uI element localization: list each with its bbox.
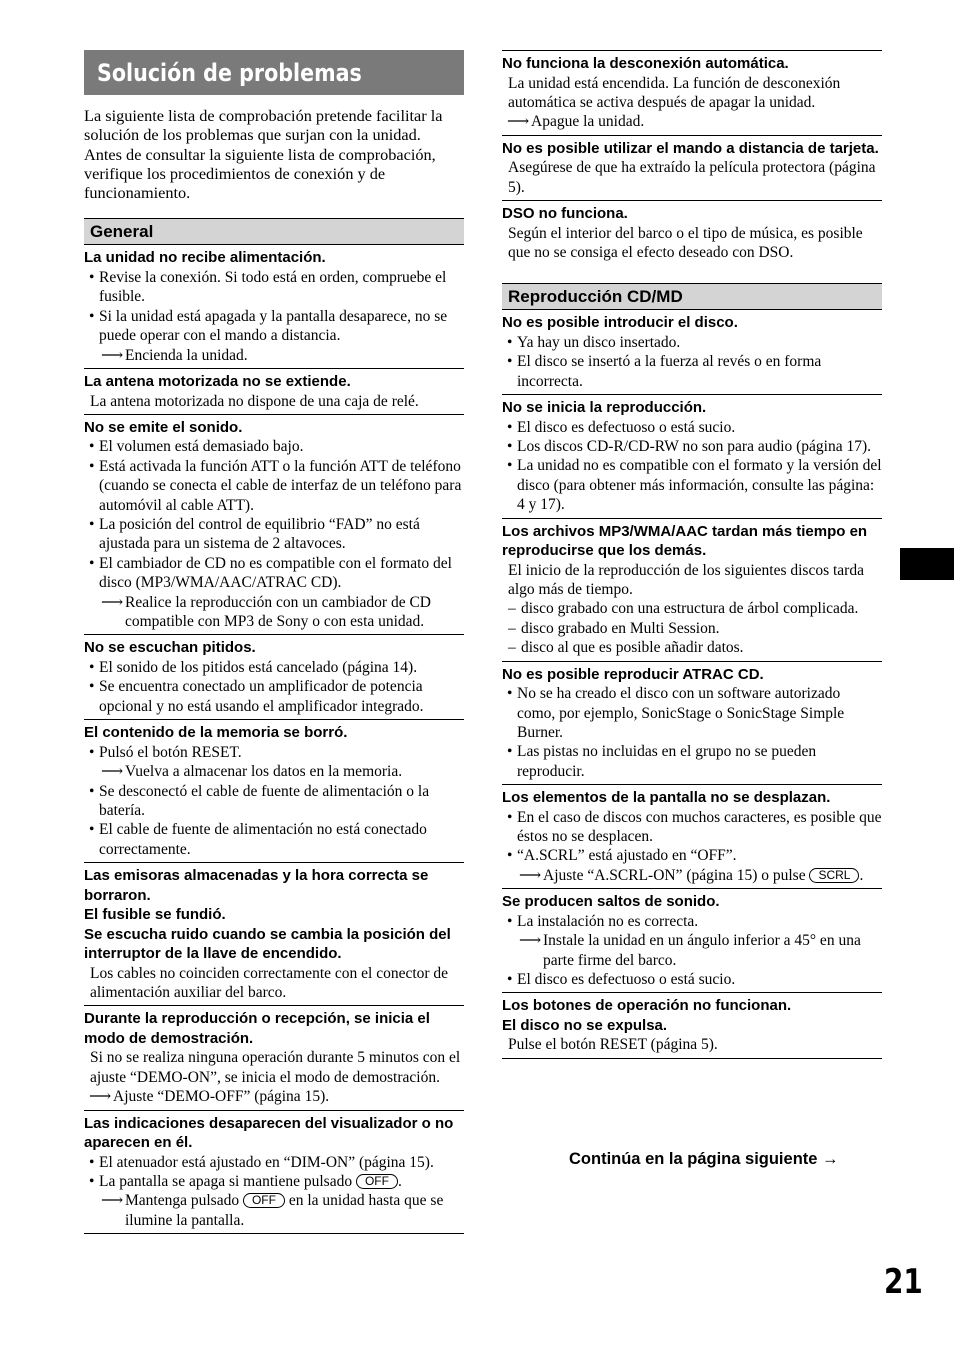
trouble-item	[502, 785, 882, 889]
bullet: • El sonido de los pitidos está cancelado (página 14).	[84, 658, 464, 677]
bullet: • Está activada la función ATT o la función ATT de teléfono (cuando se conecta el cable de interfaz de un teléfono para automóvil al cable ATT).	[84, 457, 464, 515]
trouble-item	[84, 1111, 464, 1235]
item-title: El contenido de la memoria se borró.	[84, 724, 348, 742]
dash-text: disco grabado en Multi Session.	[521, 619, 720, 637]
trouble-item	[502, 310, 882, 395]
bullet: • Si la unidad está apagada y la pantalla desaparece, no se puede operar con el mando a distancia.	[84, 307, 464, 346]
remedy	[84, 1191, 464, 1230]
bullet-text: La pantalla se apaga si mantiene pulsado	[99, 1173, 353, 1191]
item-text: El inicio de la reproducción de los siguientes discos tarda algo más de tiempo.	[508, 561, 864, 598]
arrow-right-icon: ⟶	[519, 866, 542, 884]
trouble-item	[84, 863, 464, 1006]
intro	[84, 106, 464, 202]
arrow-right-icon: ⟶	[101, 1192, 124, 1210]
item-title: No es posible introducir el disco.	[502, 314, 738, 332]
bullet: • Pulsó el botón RESET.	[84, 743, 464, 762]
dash-item: – disco grabado con una estructura de árbol complicada.	[508, 600, 859, 618]
bullet: • Se desconectó el cable de fuente de alimentación o la batería.	[84, 782, 464, 821]
item-text: Pulse el botón RESET (página 5).	[508, 1036, 718, 1054]
trouble-item	[84, 415, 464, 636]
intro-paragraph-2: Antes de consultar la siguiente lista de comprobación, verifique los procedimientos de conexión y de funcionamiento.	[84, 144, 436, 203]
bullet: • El disco se insertó a la fuerza al revés o en forma incorrecta.	[502, 352, 882, 391]
left-column	[84, 50, 464, 1234]
arrow-right-icon: ⟶	[507, 113, 530, 131]
remedy	[84, 346, 464, 365]
item-text: La antena motorizada no dispone de una caja de relé.	[90, 392, 419, 410]
section-thumb-tab	[900, 548, 954, 580]
item-title: El fusible se fundió.	[84, 906, 226, 924]
trouble-item	[502, 519, 882, 662]
bullet: • Los discos CD-R/CD-RW no son para audio (página 17).	[502, 437, 882, 456]
bullet: • No se ha creado el disco con un software autorizado como, por ejemplo, SonicStage o SonicStage Simple Burner.	[502, 684, 882, 742]
trouble-item	[84, 720, 464, 863]
trouble-item	[84, 369, 464, 415]
item-title: Los archivos MP3/WMA/AAC tardan más tiempo en reproducirse que los demás.	[502, 522, 868, 560]
item-text: Asegúrese de que ha extraído la película protectora (página 5).	[508, 159, 876, 196]
continue-next-page: Continúa en la página siguiente →	[569, 1150, 839, 1168]
item-title: La unidad no recibe alimentación.	[84, 249, 326, 267]
section-heading-label: General	[90, 221, 154, 241]
item-title: Se producen saltos de sonido.	[502, 893, 720, 911]
trouble-item	[502, 395, 882, 519]
trouble-item	[84, 245, 464, 369]
item-title: Los botones de operación no funcionan.	[502, 997, 792, 1015]
bullet: • El volumen está demasiado bajo.	[84, 437, 464, 456]
bullet: • Se encuentra conectado un amplificador de potencia opcional y no está usando el amplificador integrado.	[84, 677, 464, 716]
bullet: • La instalación no es correcta.	[502, 912, 882, 931]
remedy	[84, 593, 464, 632]
trouble-item	[502, 889, 882, 993]
item-title: El disco no se expulsa.	[502, 1016, 668, 1034]
bullet: • La unidad no es compatible con el formato y la versión del disco (para obtener más información, consulte las página: 4 y 17).	[502, 456, 882, 514]
page-title-bar	[84, 50, 464, 95]
trouble-item	[502, 993, 882, 1058]
item-title: Se escucha ruido cuando se cambia la posición del interruptor de la llave de encendido.	[84, 925, 451, 963]
remedy-text: Encienda la unidad.	[125, 346, 248, 364]
bullet: • En el caso de discos con muchos caracteres, es posible que éstos no se desplacen.	[502, 808, 882, 847]
remedy	[84, 762, 464, 781]
arrow-right-icon: ⟶	[101, 763, 124, 781]
bullet: • El cambiador de CD no es compatible con el formato del disco (MP3/WMA/AAC/ATRAC CD).	[84, 554, 464, 593]
trouble-item	[502, 662, 882, 786]
remedy	[502, 112, 882, 131]
dash-text: disco grabado con una estructura de árbol complicada.	[521, 600, 859, 618]
bullet: • Revise la conexión. Si todo está en orden, compruebe el fusible.	[84, 268, 464, 307]
trouble-item	[502, 201, 882, 265]
remedy-text: Ajuste “A.SCRL-ON” (página 15) o pulse	[543, 866, 806, 884]
trouble-item	[84, 1006, 464, 1110]
item-text: Según el interior del barco o el tipo de música, es posible que no se consiga el efecto deseado con DSO.	[508, 224, 863, 261]
item-title: No se escuchan pitidos.	[84, 639, 256, 657]
intro-paragraph-1: La siguiente lista de comprobación pretende facilitar la solución de los problemas que surjan con la unidad.	[84, 106, 443, 145]
bullet: • “A.SCRL” está ajustado en “OFF”.	[502, 846, 882, 865]
bullet: • El atenuador está ajustado en “DIM-ON” (página 15).	[84, 1153, 464, 1172]
item-title: Las emisoras almacenadas y la hora correcta se borraron.	[84, 867, 429, 904]
scrl-button-symbol: SCRL	[809, 868, 859, 883]
remedy-text-end: en la unidad hasta que se ilumine la pantalla.	[125, 1192, 444, 1229]
arrow-right-icon: ⟶	[101, 593, 124, 611]
section-heading-label: Reproducción CD/MD	[508, 286, 683, 306]
remedy-text: Apague la unidad.	[531, 113, 645, 131]
bullet: • Las pistas no incluidas en el grupo no se pueden reproducir.	[502, 742, 882, 781]
item-text: Si no se realiza ninguna operación durante 5 minutos con el ajuste “DEMO-ON”, se inicia el modo de demostración.	[90, 1049, 461, 1086]
right-column	[502, 50, 882, 1059]
remedy	[502, 866, 882, 885]
arrow-right-icon: ⟶	[519, 932, 542, 950]
section-heading-general	[84, 218, 464, 245]
remedy-text-end: .	[859, 866, 864, 884]
trouble-item	[84, 635, 464, 720]
page-title: Solución de problemas	[97, 58, 362, 87]
remedy-text: Vuelva a almacenar los datos en la memoria.	[125, 763, 403, 781]
dash-text: disco al que es posible añadir datos.	[521, 639, 744, 657]
arrow-right-icon: ⟶	[89, 1088, 112, 1106]
page-number: 21	[884, 1262, 923, 1302]
remedy	[84, 1087, 464, 1106]
remedy	[502, 931, 882, 970]
item-title: Durante la reproducción o recepción, se inicia el modo de demostración.	[84, 1010, 430, 1047]
remedy-text: Ajuste “DEMO-OFF” (página 15).	[113, 1088, 330, 1106]
off-button-symbol: OFF	[356, 1174, 398, 1189]
item-text: La unidad está encendida. La función de desconexión automática se activa después de apagar la unidad.	[508, 74, 841, 111]
dash-item: – disco grabado en Multi Session.	[508, 619, 720, 637]
item-title: No se inicia la reproducción.	[502, 399, 707, 417]
bullet-text-end: .	[397, 1173, 402, 1191]
bullet: • Ya hay un disco insertado.	[502, 333, 882, 352]
remedy-text: Realice la reproducción con un cambiador de CD compatible con MP3 de Sony o con esta unidad.	[125, 593, 432, 631]
item-title: Las indicaciones desaparecen del visualizador o no aparecen en él.	[84, 1114, 454, 1152]
bullet: • El disco es defectuoso o está sucio.	[502, 970, 882, 989]
item-title: No funciona la desconexión automática.	[502, 55, 789, 72]
section-heading-cdmd	[502, 283, 882, 310]
item-title: DSO no funciona.	[502, 205, 628, 223]
item-title: Los elementos de la pantalla no se desplazan.	[502, 789, 831, 807]
bullet: • El cable de fuente de alimentación no está conectado correctamente.	[84, 820, 464, 859]
item-title: La antena motorizada no se extiende.	[84, 373, 351, 391]
trouble-item	[502, 51, 882, 136]
off-button-symbol: OFF	[243, 1193, 285, 1208]
item-title: No es posible utilizar el mando a distancia de tarjeta.	[502, 139, 879, 157]
remedy-text: Mantenga pulsado	[125, 1192, 240, 1210]
bullet: • La posición del control de equilibrio “FAD” no está ajustada para un sistema de 2 altavoces.	[84, 515, 464, 554]
arrow-right-icon: ⟶	[101, 346, 124, 364]
item-title: No se emite el sonido.	[84, 418, 243, 436]
remedy-text: Instale la unidad en un ángulo inferior a 45° en una parte firme del barco.	[543, 932, 861, 969]
item-title: No es posible reproducir ATRAC CD.	[502, 665, 764, 683]
trouble-item	[502, 136, 882, 201]
bullet	[84, 1172, 464, 1191]
bullet: • El disco es defectuoso o está sucio.	[502, 418, 882, 437]
item-text: Los cables no coinciden correctamente con el conector de alimentación auxiliar del barco.	[90, 964, 449, 1002]
dash-item: – disco al que es posible añadir datos.	[508, 639, 744, 657]
